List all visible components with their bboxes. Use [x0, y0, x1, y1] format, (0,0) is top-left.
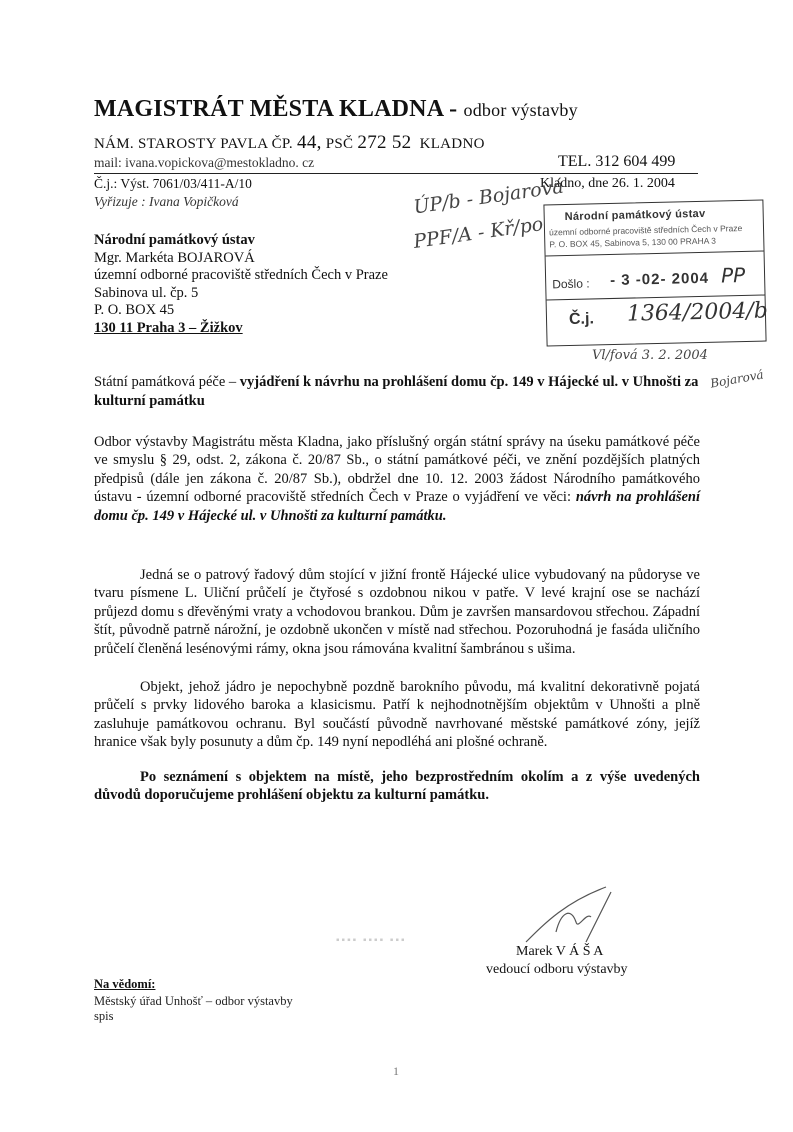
stamp-cj-label: Č.j. — [568, 310, 595, 328]
subject-prefix: Státní památková péče – — [94, 374, 237, 390]
cc-item: Městský úřad Unhošť – odbor výstavby — [94, 994, 293, 1008]
conclusion-paragraph: Po seznámení s objektem na místě, jeho bezprostředním okolím a z výše uvedených důvodů doporučujeme prohlášení objektu za kulturní památku. — [94, 769, 700, 804]
letterhead-email: mail: ivana.vopickova@mestokladno. cz — [94, 155, 315, 170]
addressee-org: Národní památkový ústav — [94, 232, 255, 248]
reference-number: Č.j.: Výst. 7061/03/411-A/10 — [94, 176, 252, 191]
signature-scribble — [516, 882, 626, 952]
cc-list — [94, 994, 293, 1024]
address-city: KLADNO — [419, 136, 485, 152]
handwritten-note: ÚP/b - Bojarová — [412, 175, 565, 219]
handwritten-note: PPF/A - Kř/po — [412, 213, 545, 253]
paragraph: Jedná se o patrový řadový dům stojící v jižní frontě Hájecké ulice vybudovaný na půdoryse ve tvaru písmene L. Uliční průčelí je čtyřosé s ozdobnou nikou v patře. V levé krajní ose se nachází průjezd domu s dřevěnými vraty a vchodovou brankou. Dům je završen mansardovou střechou. Západní štít, původně patrně nárožní, je ozdobně ukončen v místě nad střechou. Pozoruhodná je fasáda uličního průčelí členěná lesénovými rámy, okna jsou rámována kvalitní šambránou s ušima. — [94, 567, 700, 657]
receipt-stamp — [543, 200, 769, 347]
paragraph-text: Odbor výstavby Magistrátu města Kladna, jako příslušný orgán státní správy na úseku památkové péče ve smyslu § 29, odst. 2, zákona č. 20/87 Sb., o státní památkové péči, ve znění pozdějších platných předpisů (dále jen zákona č. 20/87 Sb.), obdržel dne 10. 12. 2003 žádost Národního památkového ústavu - územní odborné pracoviště středních Čech v Praze o vyjádření ve věci: — [94, 434, 700, 506]
paragraph: Objekt, jehož jádro je nepochybně pozdně barokního původu, má kvalitní dekorativně pojatá průčelí s prvky lidového baroka a klasicismu. Patří k nejhodnotnějším objektům v Uhnošti a plně zasluhuje památkovou ochranu. Byl součástí původně navrhované městské památkové zóny, jejíž hranice však byly posunuty a dům čp. 149 nyní nepodléhá ani plošné ochraně. — [94, 679, 700, 751]
subject-text: vyjádření k návrhu na prohlášení domu čp. 149 v Hájecké ul. v Uhnošti za kulturní památku — [94, 374, 699, 409]
page-number: 1 — [393, 1064, 399, 1078]
stamp-divider — [546, 251, 764, 257]
signatory-name: Marek V Á Š A — [516, 944, 604, 959]
letter-date: Kladno, dne 26. 1. 2004 — [540, 176, 675, 191]
signatory-role: vedoucí odboru výstavby — [486, 962, 628, 977]
stamp-received-initials: PP — [720, 262, 746, 288]
addressee-city: 130 11 Praha 3 – Žižkov — [94, 319, 243, 336]
handwritten-note: Bojarová — [709, 367, 765, 391]
paragraph — [94, 433, 700, 525]
faded-official-stamp: ▪▪▪▪ ▪▪▪▪ ▪▪▪ — [336, 935, 407, 946]
cc-heading: Na vědomí: — [94, 977, 156, 991]
letterhead-address — [94, 132, 485, 154]
letterhead-department: odbor výstavby — [463, 100, 578, 120]
addressee-person: Mgr. Markéta BOJAROVÁ — [94, 249, 255, 266]
cc-item: spis — [94, 1009, 114, 1023]
letterhead-office: MAGISTRÁT MĚSTA KLADNA - — [94, 96, 458, 122]
stamp-title: Národní památkový ústav — [564, 207, 706, 224]
addressee-street: Sabinova ul. čp. 5 — [94, 284, 199, 301]
address-psc-label: PSČ — [325, 136, 354, 152]
addressee-box: P. O. BOX 45 — [94, 302, 175, 319]
stamp-received-date: - 3 -02- 2004 — [609, 269, 710, 290]
address-zip: 272 52 — [357, 132, 412, 153]
stamp-received-label: Došlo : — [552, 276, 590, 292]
address-number: 44, — [297, 132, 322, 153]
stamp-line: P. O. BOX 45, Sabinova 5, 130 00 PRAHA 3 — [549, 235, 717, 250]
reference-handler: Vyřizuje : Ivana Vopičková — [94, 194, 239, 209]
header-divider — [94, 173, 698, 174]
subject-line — [94, 373, 714, 411]
handwritten-note: Vl/fová 3. 2. 2004 — [592, 348, 708, 363]
letterhead-title — [94, 96, 578, 123]
addressee-block — [94, 232, 388, 338]
stamp-cj-value: 1364/2004/b — [626, 298, 769, 327]
letterhead-phone: TEL. 312 604 499 — [558, 153, 676, 170]
address-prefix: NÁM. STAROSTY PAVLA ČP. — [94, 136, 293, 152]
stamp-line: územní odborné pracoviště středních Čech v Praze — [548, 223, 743, 238]
paragraph-emphasis: návrh na prohlášení domu čp. 149 v Hájecké ul. v Uhnošti za kulturní památku. — [94, 489, 700, 524]
addressee-dept: územní odborné pracoviště středních Čech v Praze — [94, 267, 388, 284]
